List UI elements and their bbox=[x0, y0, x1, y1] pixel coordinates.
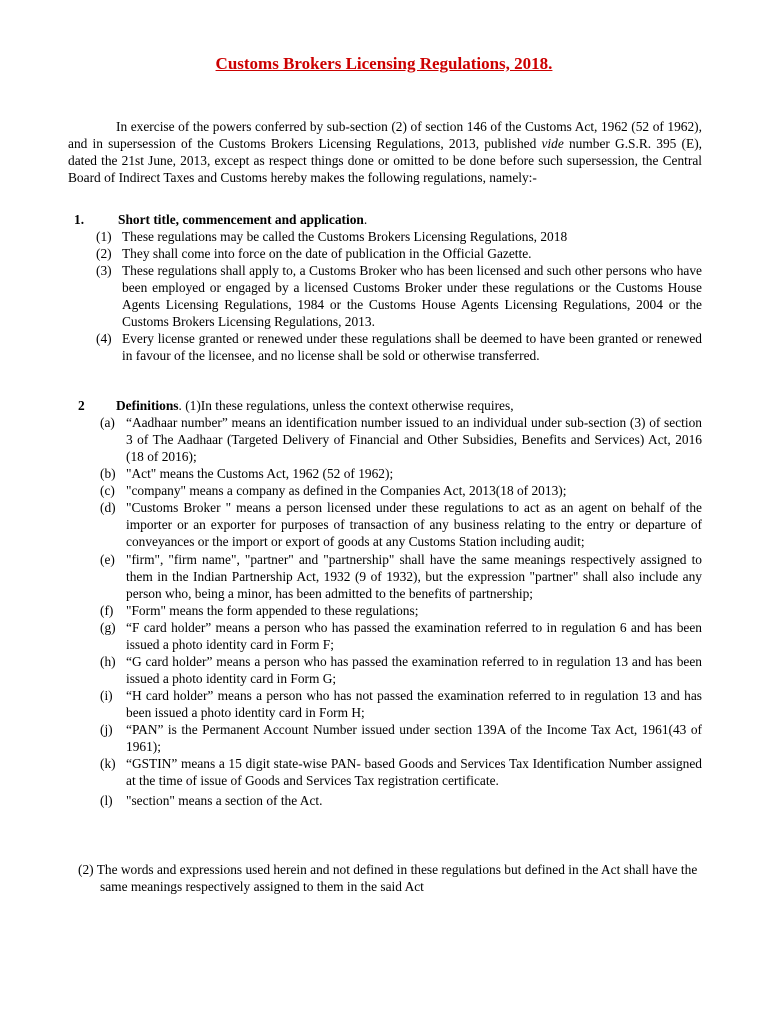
section-2-list-item bbox=[100, 755, 702, 789]
section-2-list-item bbox=[100, 414, 702, 465]
section-2-list-item-text: “Aadhaar number” means an identification number issued to an individual under sub-section (3) of section 3 of The Aadhaar (Targeted Delivery of Financial and Other Subsidies, Benefits and Services) Act, 2016 (18 of 2016); bbox=[126, 415, 702, 464]
section-2-list-item-marker: (c) bbox=[100, 483, 115, 498]
section-2-list-item-marker: (l) bbox=[100, 793, 113, 808]
preamble-paragraph bbox=[68, 118, 702, 186]
section-2-list-item-text: "firm", "firm name", "partner" and "partnership" shall have the same meanings respectively assigned to them in the Indian Partnership Act, 1932 (9 of 1932), but the expression "partner" shall also include any person who, being a minor, has been admitted to the benefits of partnership; bbox=[126, 552, 702, 601]
section-2-list-item-text: "Form" means the form appended to these regulations; bbox=[126, 603, 419, 618]
section-1-list-item-marker: (1) bbox=[96, 229, 112, 244]
section-2-list-item bbox=[100, 687, 702, 721]
section-2-list-item-marker: (i) bbox=[100, 688, 113, 703]
section-2-list-item-marker: (j) bbox=[100, 722, 113, 737]
section-2-list-item-marker: (k) bbox=[100, 756, 116, 771]
section-2-list-item-marker: (a) bbox=[100, 415, 115, 430]
section-2-list-item bbox=[100, 792, 702, 809]
section-1-list-item-marker: (3) bbox=[96, 263, 112, 278]
section-2-list-item-marker: (d) bbox=[100, 500, 116, 515]
section-1-list-item bbox=[96, 228, 702, 245]
section-2-list-item-text: “H card holder” means a person who has not passed the examination referred to in regulation 13 and has been issued a photo identity card in Form H; bbox=[126, 688, 702, 720]
section-2-list-item-text: “GSTIN” means a 15 digit state-wise PAN- based Goods and Services Tax Identification Number assigned at the time of issue of Goods and Services Tax registration certificate. bbox=[126, 756, 702, 788]
section-1-list-item bbox=[96, 330, 702, 364]
preamble-text-end: number G.S.R. 395 (E), dated the 21st June, 2013, except as respect things done or omitted to be done before such supersession, the Central Board of Indirect Taxes and Customs hereby makes the following regulations, namely:- bbox=[68, 136, 702, 185]
section-1-list-item-text: These regulations shall apply to, a Customs Broker who has been licensed and such other persons who have been employed or engaged by a licensed Customs Broker under these regulations or the Customs House Agents Licensing Regulations, 1984 or the Customs House Agents Licensing Regulations, 2004 or the Customs Brokers Licensing Regulations, 2013. bbox=[122, 263, 702, 329]
document-title: Customs Brokers Licensing Regulations, 2018. bbox=[215, 54, 553, 73]
section-2-list-item-marker: (g) bbox=[100, 620, 116, 635]
section-1-list-item-marker: (2) bbox=[96, 246, 112, 261]
section-2-list-item-marker: (h) bbox=[100, 654, 116, 669]
section-1-list-item bbox=[96, 245, 702, 262]
section-2-list-item-text: "Customs Broker " means a person licensed under these regulations to act as an agent on behalf of the importer or an exporter for purposes of transaction of any business relating to the entry or departure of conveyances or the import or export of goods at any Customs Station including audit; bbox=[126, 500, 702, 549]
section-2-title-rest: . (1)In these regulations, unless the context otherwise requires, bbox=[178, 398, 514, 413]
section-2-list-item-marker: (b) bbox=[100, 466, 116, 481]
section-2-list-item-text: "company" means a company as defined in the Companies Act, 2013(18 of 2013); bbox=[126, 483, 567, 498]
section-2-list-item-marker: (e) bbox=[100, 552, 115, 567]
preamble-vide: vide bbox=[541, 136, 564, 151]
section-1-number: 1. bbox=[74, 212, 85, 227]
section-2-list-item bbox=[100, 619, 702, 653]
section-2-number: 2 bbox=[78, 398, 85, 413]
section-1-title-text: Short title, commencement and application bbox=[118, 212, 364, 227]
section-2-list-item-text: “F card holder” means a person who has passed the examination referred to in regulation 6 and has been issued a photo identity card in Form F; bbox=[126, 620, 702, 652]
section-2-list-item bbox=[100, 653, 702, 687]
section-2-list-item-text: “PAN” is the Permanent Account Number issued under section 139A of the Income Tax Act, 1961(43 of 1961); bbox=[126, 722, 702, 754]
section-1-list-item-text: Every license granted or renewed under these regulations shall be deemed to have been granted or renewed in favour of the licensee, and no license shall be sold or otherwise transferred. bbox=[122, 331, 702, 363]
section-2-list-item bbox=[100, 551, 702, 602]
section-2-list-item-text: "Act" means the Customs Act, 1962 (52 of 1962); bbox=[126, 466, 394, 481]
section-2-title bbox=[116, 397, 514, 414]
section-1-list-item-text: They shall come into force on the date of publication in the Official Gazette. bbox=[122, 246, 532, 261]
section-2-list-item-text: “G card holder” means a person who has passed the examination referred to in regulation 13 and has been issued a photo identity card in Form G; bbox=[126, 654, 702, 686]
section-2-list bbox=[100, 414, 702, 809]
section-2-title-text: Definitions bbox=[116, 398, 179, 413]
section-2-list-item-marker: (f) bbox=[100, 603, 114, 618]
section-2-heading bbox=[78, 397, 698, 414]
section-2-list-item bbox=[100, 721, 702, 755]
section-1-list-item bbox=[96, 262, 702, 330]
section-1-list-item-text: These regulations may be called the Customs Brokers Licensing Regulations, 2018 bbox=[122, 229, 568, 244]
section-1-title-end: . bbox=[363, 212, 368, 227]
section-2-list-item bbox=[100, 465, 702, 482]
section-2-list-item bbox=[100, 482, 702, 499]
preamble-text-start: In exercise of the powers conferred by sub-section (2) of section 146 of the Customs Act, 1962 (52 of 1962), and in supersession of the Customs Brokers Licensing Regulations, 2013, published bbox=[68, 119, 702, 151]
section-1-list-item-marker: (4) bbox=[96, 331, 112, 346]
section-2-subsection-2: (2) The words and expressions used herein and not defined in these regulations but defined in the Act shall have the same meanings respectively assigned to them in the said Act bbox=[78, 862, 698, 894]
section-1-list bbox=[96, 228, 702, 364]
section-2-list-item bbox=[100, 602, 702, 619]
section-1-title bbox=[118, 211, 367, 228]
section-2-list-item bbox=[100, 499, 702, 550]
section-2-list-item-text: "section" means a section of the Act. bbox=[126, 793, 323, 808]
section-1-heading bbox=[74, 211, 694, 228]
